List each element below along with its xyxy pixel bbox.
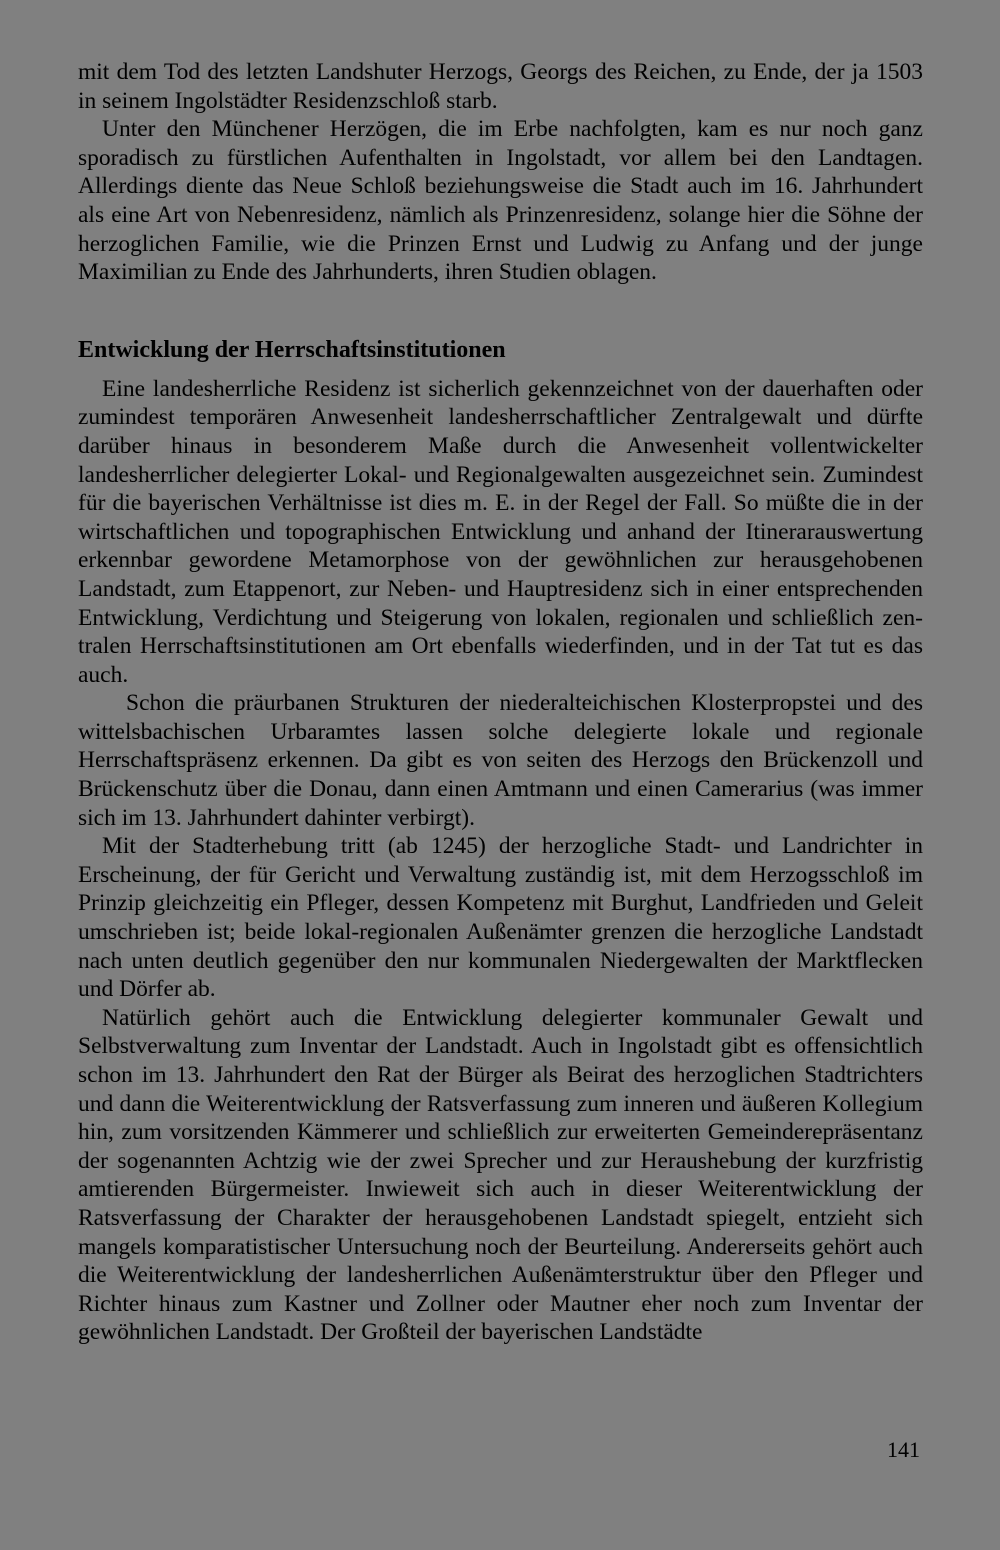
paragraph-munich-dukes: Unter den Münchener Herzögen, die im Erbe nachfolgten, kam es nur noch ganz sporadisch zu fürstlichen Aufenthalten in Ingolstadt, vor allem bei den Landtagen. Allerdings diente das Neue Schloß beziehungsweise die Stadt auch im 16. Jahrhundert als eine Art von Nebenresidenz, nämlich als Prinzenresidenz, solange hier die Söhne der herzoglichen Familie, wie die Prinzen Ernst und Ludwig zu Anfang und der junge Maximilian zu Ende des Jahrhunderts, ihren Studien oblagen. xyxy=(78,116,923,286)
paragraph-residence-definition: Eine landesherrliche Residenz ist sicherlich gekennzeichnet von der dauerhaften oder zumindest temporären Anwesenheit landesherrschaftlicher Zentralgewalt und dürfte darüber hinaus in besonderem Maße durch die Anwesenheit vollentwickelter landesherrlicher delegierter Lokal- und Regionalgewalten ausgezeichnet sein. Zumindest für die bayerischen Verhältnisse ist dies m. E. in der Regel der Fall. So müßte die in der wirtschaftlichen und topographischen Entwicklung und anhand der Itinerarauswertung erkennbar gewordene Metamorphose von der gewöhnlichen zur herausgehobenen Landstadt, zum Etappenort, zur Neben- und Hauptresidenz sich in einer entsprechenden Entwicklung, Verdichtung und Steigerung von lokalen, regionalen und schließlich zentralen Herrschaftsinstitutionen am Ort ebenfalls wiederfinden, und in der Tat tut es das auch. xyxy=(78,375,923,688)
paragraph-communal-administration: Natürlich gehört auch die Entwicklung delegierter kommunaler Gewalt und Selbstverwaltung zum Inventar der Landstadt. Auch in Ingolstadt gibt es offensichtlich schon im 13. Jahrhundert den Rat der Bürger als Beirat des herzoglichen Stadtrichters und dann die Weiterentwicklung der Ratsverfassung zum inneren und äußeren Kollegium hin, zum vorsitzenden Kämmerer und schließlich zur erweiterten Gemeinderepräsentanz der sogenannten Achtzig wie der zwei Sprecher und zur Heraushebung der kurzfristig amtierenden Bürgermeister. Inwieweit sich auch in dieser Weiterentwicklung der Ratsverfassung der Charakter der herausgehobenen Landstadt spiegelt, entzieht sich mangels komparatistischer Untersuchung noch der Beurteilung. Andererseits gehört auch die Weiterentwicklung der landesherrlichen Außenämterstruktur über den Pfleger und Richter hinaus zum Kastner und Zollner oder Mautner eher noch zum Inventar der gewöhnlichen Landstadt. Der Großteil der bayerischen Landstädte xyxy=(78,1004,923,1346)
page-text-block xyxy=(78,58,923,1347)
paragraph-preurban-structures: Schon die präurbanen Strukturen der niederalteichischen Klosterpropstei und des wittelsbachischen Urbaramtes lassen solche delegierte lokale und regionale Herrschaftspräsenz erkennen. Da gibt es von seiten des Herzogs den Brückenzoll und Brückenschutz über die Donau, dann einen Amtmann und einen Camerarius (was immer sich im 13. Jahrhundert dahinter verbirgt). xyxy=(78,690,923,831)
page-number: 141 xyxy=(887,1437,920,1462)
paragraph-city-elevation: Mit der Stadterhebung tritt (ab 1245) der herzogliche Stadt- und Landrichter in Erscheinung, der für Gericht und Verwaltung zuständig ist, mit dem Herzogsschloß im Prinzip gleichzeitig ein Pfleger, dessen Kompetenz mit Burghut, Landfrieden und Geleit umschrieben ist; beide lokal-regionalen Außenämter grenzen die herzogliche Landstadt nach unten deutlich gegenüber den nur kommunalen Niedergewalten der Marktflecken und Dörfer ab. xyxy=(78,833,923,1003)
section-heading: Entwicklung der Herrschaftsinstitutionen xyxy=(78,336,506,363)
paragraph-continuation: mit dem Tod des letzten Landshuter Herzogs, Georgs des Reichen, zu Ende, der ja 1503 in seinem Ingolstädter Residenzschloß starb. xyxy=(78,59,923,114)
